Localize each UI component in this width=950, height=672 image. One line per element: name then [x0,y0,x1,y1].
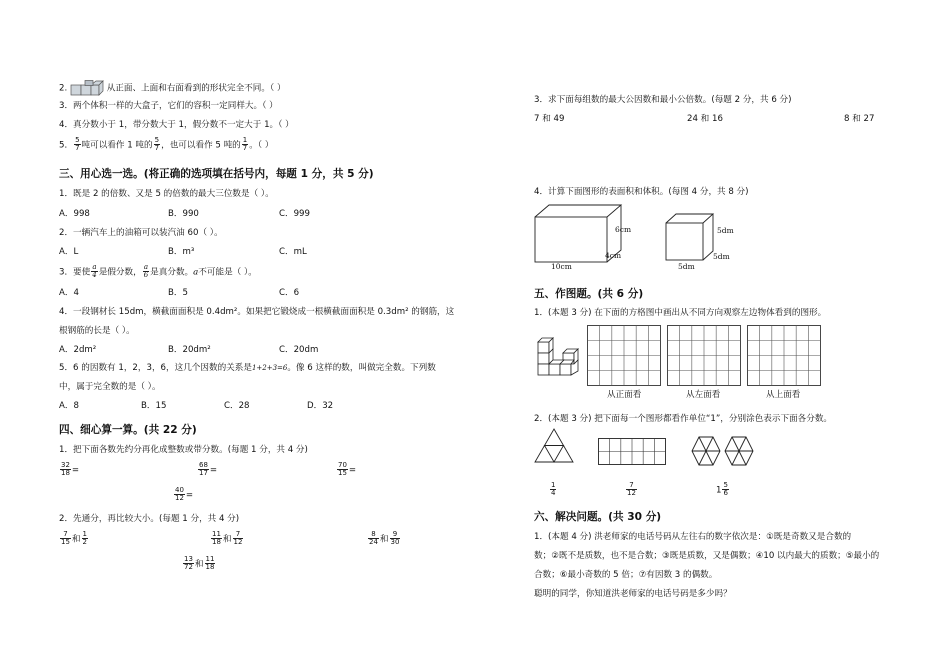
s3-q4-opt-a: A．2dm² [59,345,97,355]
hexagons-figure [690,435,756,467]
cube-top-face [666,214,713,223]
cube-front-face [666,223,703,260]
tf-q4: 4．真分数小于 1，带分数大于 1，假分数不一定大于 1。（ ） [59,120,294,130]
fraction: $\frac{7}{12}$ [233,530,243,547]
fraction: $\frac{68}{17}$ [199,461,208,478]
compare-pair: $\frac{13}{72}$ 和 $\frac{11}{18}$ [184,555,215,572]
fraction: $\frac{70}{15}$ [338,461,347,478]
compare-pair: $\frac{8}{24}$ 和 $\frac{9}{30}$ [369,530,400,547]
r-q3-group-3: 8 和 27 [844,114,875,124]
s3-q4-opt-c: C．20dm [279,345,319,355]
section-3-title: 三、用心选一选。(将正确的选项填在括号内，每题 1 分，共 5 分) [59,168,374,180]
s4-q2: 2．先通分，再比较大小。(每题 1 分，共 4 分) [59,514,240,524]
s3-q2-opt-a: A．L [59,247,79,257]
cube-stack-icon [70,80,104,96]
cuboid-width-label: 4cm [605,251,622,260]
s3-q3-opt-a: A．4 [59,288,79,298]
r-q3-group-2: 24 和 16 [687,114,723,124]
s3-q5-opt-c: C．28 [224,401,250,411]
reduce-fraction: $\frac{68}{17}$ = [199,461,218,478]
view-label-top: 从上面看 [766,390,801,400]
section-4-title: 四、细心算一算。(共 22 分) [59,424,197,436]
grid-top-view [747,325,822,387]
fraction: $\frac{7}{12}$ [627,481,636,498]
section-6-title: 六、解决问题。(共 30 分) [534,511,662,523]
fraction: $\frac{11}{18}$ [205,555,215,572]
fraction: $\frac{5}{6}$ [723,481,728,498]
s4-q1: 1．把下面各数先约分再化成整数或带分数。(每题 1 分，共 4 分) [59,445,308,455]
fraction: $\frac{8}{24}$ [369,530,378,547]
fraction: $\frac{1}{2}$ [82,530,87,547]
cube-object-figure [533,336,583,382]
s6-line-2: 数；②既不是质数，也不是合数；③既是质数，又是偶数；④10 以内最大的质数；⑤最小的 [534,551,880,561]
grid-left-view [667,325,742,387]
fraction: $\frac{11}{18}$ [212,530,221,547]
compare-pair: $\frac{11}{18}$ 和 $\frac{7}{12}$ [212,530,243,547]
fraction: $\frac{a}{6}$ [143,263,149,280]
cube-height-label: 5dm [717,226,734,235]
s3-q3: 3．要使 $\frac{a}{4}$ 是假分数， $\frac{a}{6}$ 是真分数。a不可能是（ ）。 [59,263,257,280]
s3-q2-opt-c: C．mL [279,247,307,257]
tf-q2: 2. 从正面、上面和右面看到的形状完全不同。（ ） [59,80,286,96]
s3-q5-line2: 中，属于完全数的是（ ）。 [59,382,161,392]
s3-q3-opt-c: C．6 [279,288,300,298]
reduce-fraction: $\frac{70}{15}$ = [338,461,357,478]
fraction-label-3: 1 $\frac{5}{6}$ [716,481,728,498]
s3-q1: 1．既是 2 的倍数、又是 5 的倍数的最大三位数是（ ）。 [59,189,274,199]
rectangle-grid-figure [598,438,667,466]
r-q4-title: 4．计算下面图形的表面积和体积。(每图 4 分，共 8 分) [534,187,749,197]
triangle-figure [533,427,575,465]
s5-q2: 2．(本题 3 分) 把下面每一个图形都看作单位“1”，分别涂色表示下面各分数。 [534,414,833,424]
s3-q5-opt-b: B．15 [141,401,167,411]
fraction: $\frac{1}{7}$ [242,136,248,153]
section-5-title: 五、作图题。(共 6 分) [534,288,644,300]
s3-q5-opt-a: A．8 [59,401,79,411]
s5-q1: 1．(本题 3 分) 在下面的方格图中画出从不同方向观察左边物体看到的图形。 [534,308,827,318]
fraction-label-1 [549,482,557,498]
view-label-front: 从正面看 [607,390,642,400]
grid-front-view [587,325,662,387]
s6-line-3: 合数；⑥最小奇数的 5 倍；⑦有因数 3 的偶数。 [534,570,718,580]
s3-q5-opt-d: D．32 [307,401,334,411]
cube-side-face [703,214,713,260]
r-q3-group-1: 7 和 49 [534,114,565,124]
cube-length-label: 5dm [678,262,695,271]
tf-q5: 5． $\frac{5}{7}$ 吨可以看作 1 吨的 $\frac{5}{7}$ ，也可以看作 5 吨的 $\frac{1}{7}$ 。（ ） [59,136,274,153]
fraction: $\frac{40}{12}$ [175,486,184,503]
r-q3-title: 3．求下面每组数的最大公因数和最小公倍数。(每题 2 分，共 6 分) [534,95,792,105]
fraction: $\frac{a}{4}$ [92,263,97,280]
fraction: $\frac{5}{7}$ [154,136,160,153]
s3-q4-opt-b: B．20dm² [168,345,211,355]
s3-q1-opt-c: C．999 [279,209,310,219]
cuboid-front-face [535,217,607,262]
s6-line-1: 1．(本题 4 分) 洪老师家的电话号码从左往右的数字依次是：①既是奇数又是合数的 [534,532,852,542]
fraction: $\frac{9}{30}$ [390,530,400,547]
s3-q3-opt-b: B．5 [168,288,188,298]
s3-q4-line2: 根钢筋的长是（ ）。 [59,326,135,336]
tf-q3: 3．两个体积一样的大盒子，它们的容积一定同样大。（ ） [59,101,278,111]
fraction: $\frac{7}{15}$ [61,530,70,547]
s3-q2-opt-b: B．m³ [168,247,195,257]
cuboid-top-face [535,205,621,217]
fraction: $\frac{1}{4}$ [551,481,556,498]
view-label-left: 从左面看 [686,390,721,400]
s3-q4-line1: 4．一段钢材长 15dm，横截面面积是 0.4dm²。如果把它锻烧成一根横截面面积是 0.3dm² 的钢筋，这 [59,307,455,317]
cube-figure [662,212,742,272]
s3-q1-opt-a: A．998 [59,209,90,219]
reduce-fraction: $\frac{32}{18}$ = [61,461,80,478]
cube-width-label: 5dm [713,252,730,261]
reduce-fraction: $\frac{40}{12}$ = [175,486,194,503]
cuboid-length-label: 10cm [551,262,572,271]
s3-q2: 2．一辆汽车上的油箱可以装汽油 60（ ）。 [59,228,223,238]
fraction-label-2 [625,482,638,498]
cuboid-height-label: 6cm [615,225,632,234]
fraction: $\frac{32}{18}$ [61,461,70,478]
fraction: $\frac{5}{7}$ [75,136,80,153]
cuboid-figure [533,203,648,273]
fraction: $\frac{13}{72}$ [184,555,193,572]
compare-pair: $\frac{7}{15}$ 和 $\frac{1}{2}$ [61,530,87,547]
s3-q1-opt-b: B．990 [168,209,199,219]
s3-q5-line1: 5．6 的因数有 1，2，3，6，这几个因数的关系是1+2+3=6。像 6 这样的数，叫做完全数。下列数 [59,363,436,373]
s6-line-4: 聪明的同学，你知道洪老师家的电话号码是多少吗？ [534,589,732,599]
